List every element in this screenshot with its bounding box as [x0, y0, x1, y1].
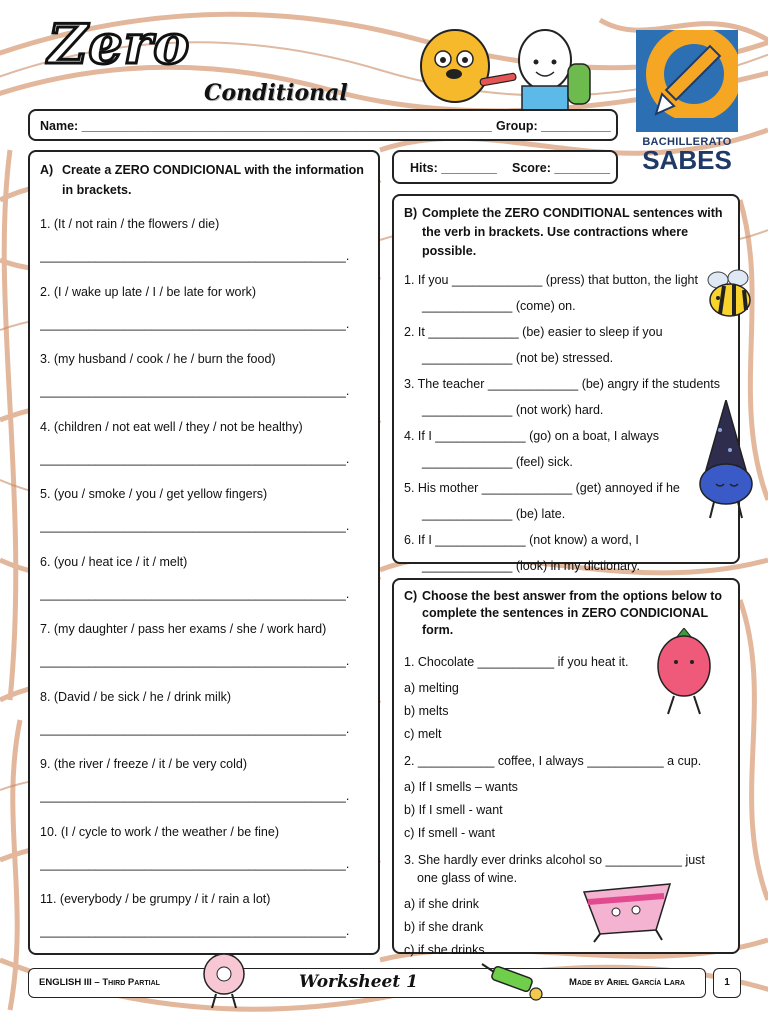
section-a-prompt: 5. (you / smoke / you / get yellow fingers)	[40, 487, 268, 501]
hits-score-box	[392, 150, 618, 184]
title-conditional: Conditional	[204, 80, 348, 106]
group-field[interactable]: Group: __________	[496, 119, 611, 133]
section-a-prompt: 3. (my husband / cook / he / burn the food)	[40, 352, 276, 366]
section-c-question: 3. She hardly ever drinks alcohol so ___________ just one glass of wine.	[404, 853, 705, 885]
section-a-instruction: Create a ZERO CONDICIONAL with the information in brackets.	[62, 163, 364, 197]
cup-character-illustration	[578, 878, 676, 944]
bee-illustration	[704, 268, 756, 320]
section-a-prompt: 2. (I / wake up late / I / be late for work)	[40, 284, 257, 299]
title-zero: Zero	[48, 12, 191, 76]
section-c-option[interactable]: c) melt	[404, 727, 442, 741]
logo-text-bachillerato: BACHILLERATO	[642, 136, 732, 148]
wizard-character-illustration	[696, 400, 756, 520]
section-a-answer-line[interactable]: ____________________________________________.	[40, 654, 350, 668]
section-a-answer-line[interactable]: ____________________________________________.	[40, 519, 350, 533]
section-a-answer-line[interactable]: ____________________________________________.	[40, 249, 350, 263]
section-a-answer-line[interactable]: ____________________________________________.	[40, 856, 350, 871]
section-b-sentence-line1[interactable]: 3. The teacher _____________ (be) angry if the students	[404, 377, 720, 391]
section-a-box	[28, 150, 380, 955]
logo-emblem	[636, 30, 738, 132]
section-c-option[interactable]: b) If I smell - want	[404, 803, 503, 817]
section-a-item	[40, 891, 370, 959]
section-a-item	[40, 554, 370, 622]
section-b-sentence-line2[interactable]: _____________ (look) in my dictionary.	[422, 559, 640, 573]
footer-bar	[28, 968, 706, 998]
section-c-question: 2. ___________ coffee, I always ___________ a cup.	[404, 754, 702, 768]
footer-worksheet-title: Worksheet 1	[299, 972, 418, 992]
section-c-letter: C)	[404, 589, 418, 603]
name-group-box	[28, 109, 618, 141]
section-c-option[interactable]: a) melting	[404, 681, 459, 695]
section-a-prompt: 1. (It / not rain / the flowers / die)	[40, 217, 220, 231]
section-a-letter: A)	[40, 163, 54, 177]
section-c-question: 1. Chocolate ___________ if you heat it.	[404, 655, 629, 669]
score-field[interactable]: Score: ________	[512, 161, 610, 175]
section-b-sentence-line1[interactable]: 6. If I _____________ (not know) a word, I	[404, 533, 639, 547]
section-a-answer-line[interactable]: ____________________________________________.	[40, 586, 350, 601]
section-c-option[interactable]: b) if she drank	[404, 920, 484, 934]
footer-author: Made by Ariel García Lara	[569, 977, 685, 988]
section-a-answer-line[interactable]: ____________________________________________.	[40, 721, 350, 736]
section-c-option[interactable]: b) melts	[404, 704, 449, 718]
section-b-sentence-line1[interactable]: 5. His mother _____________ (get) annoyed if he	[404, 481, 680, 495]
hits-field[interactable]: Hits: ________	[410, 161, 497, 175]
donut-character-illustration	[200, 950, 248, 1010]
section-a-prompt: 7. (my daughter / pass her exams / she / work hard)	[40, 622, 327, 636]
page-number: 1	[713, 968, 741, 998]
section-b-instruction: Complete the ZERO CONDITIONAL sentences with the verb in brackets. Use contractions where possible.	[422, 206, 723, 258]
strawberry-character-illustration	[654, 628, 714, 718]
section-c-instruction: Choose the best answer from the options below to complete the sentences in ZERO CONDICIONAL form.	[422, 589, 723, 637]
pencil-icon	[636, 30, 738, 132]
section-a-answer-line[interactable]: ____________________________________________.	[40, 451, 350, 466]
section-b-sentence-line1[interactable]: 2. It _____________ (be) easier to sleep if you	[404, 325, 663, 339]
gadget-illustration	[476, 958, 554, 1006]
cartoon-characters-illustration	[410, 14, 600, 110]
section-b-sentence-line2[interactable]: _____________ (feel) sick.	[422, 455, 573, 469]
section-a-prompt: 6. (you / heat ice / it / melt)	[40, 554, 188, 569]
section-a-answer-line[interactable]: ____________________________________________.	[40, 316, 350, 331]
section-b-sentence-line2[interactable]: _____________ (be) late.	[422, 507, 566, 521]
section-c-option[interactable]: a) If I smells – wants	[404, 780, 518, 794]
section-a-item	[40, 284, 370, 352]
name-field[interactable]: Name: ___________________________________________________________	[40, 119, 492, 133]
section-a-answer-line[interactable]: ____________________________________________.	[40, 384, 350, 398]
section-a-item	[40, 689, 370, 757]
section-b-sentence-line1[interactable]: 4. If I _____________ (go) on a boat, I always	[404, 429, 660, 443]
section-a-prompt: 11. (everybody / be grumpy / it / rain a lot)	[40, 892, 271, 906]
section-a-prompt: 8. (David / be sick / he / drink milk)	[40, 689, 232, 704]
section-c-option[interactable]: c) if she drinks	[404, 943, 485, 957]
section-a-item	[40, 419, 370, 487]
section-b-box	[392, 194, 740, 573]
section-a-prompt: 9. (the river / freeze / it / be very cold)	[40, 757, 248, 771]
section-a-item	[40, 824, 370, 892]
section-b-heading	[404, 204, 728, 261]
bachillerato-sabes-logo	[636, 30, 738, 178]
section-a-item	[40, 351, 370, 419]
section-a-item	[40, 621, 370, 689]
section-b-sentence-line1[interactable]: 1. If you _____________ (press) that button, the light	[404, 273, 698, 287]
section-b-sentence-line2[interactable]: _____________ (come) on.	[422, 299, 576, 313]
section-a-answer-line[interactable]: ____________________________________________.	[40, 789, 350, 803]
section-a-item	[40, 486, 370, 554]
logo-text-sabes: SABES	[642, 145, 732, 175]
section-a-answer-line[interactable]: ____________________________________________.	[40, 924, 350, 938]
section-a-prompt: 4. (children / not eat well / they / not be healthy)	[40, 419, 303, 434]
section-a-item	[40, 216, 370, 284]
section-b-sentence-line2[interactable]: _____________ (not be) stressed.	[422, 351, 614, 365]
section-a-question-list	[40, 216, 370, 959]
section-c-option[interactable]: a) if she drink	[404, 897, 480, 911]
section-b-sentence-line2[interactable]: _____________ (not work) hard.	[422, 403, 604, 417]
footer-course: ENGLISH III – Third Partial	[39, 977, 160, 988]
section-b-question-list	[404, 267, 728, 579]
section-a-item	[40, 756, 370, 824]
section-a-heading	[40, 160, 370, 200]
section-a-prompt: 10. (I / cycle to work / the weather / be fine)	[40, 824, 279, 839]
section-c-option[interactable]: c) If smell - want	[404, 826, 495, 840]
section-b-letter: B)	[404, 206, 418, 220]
